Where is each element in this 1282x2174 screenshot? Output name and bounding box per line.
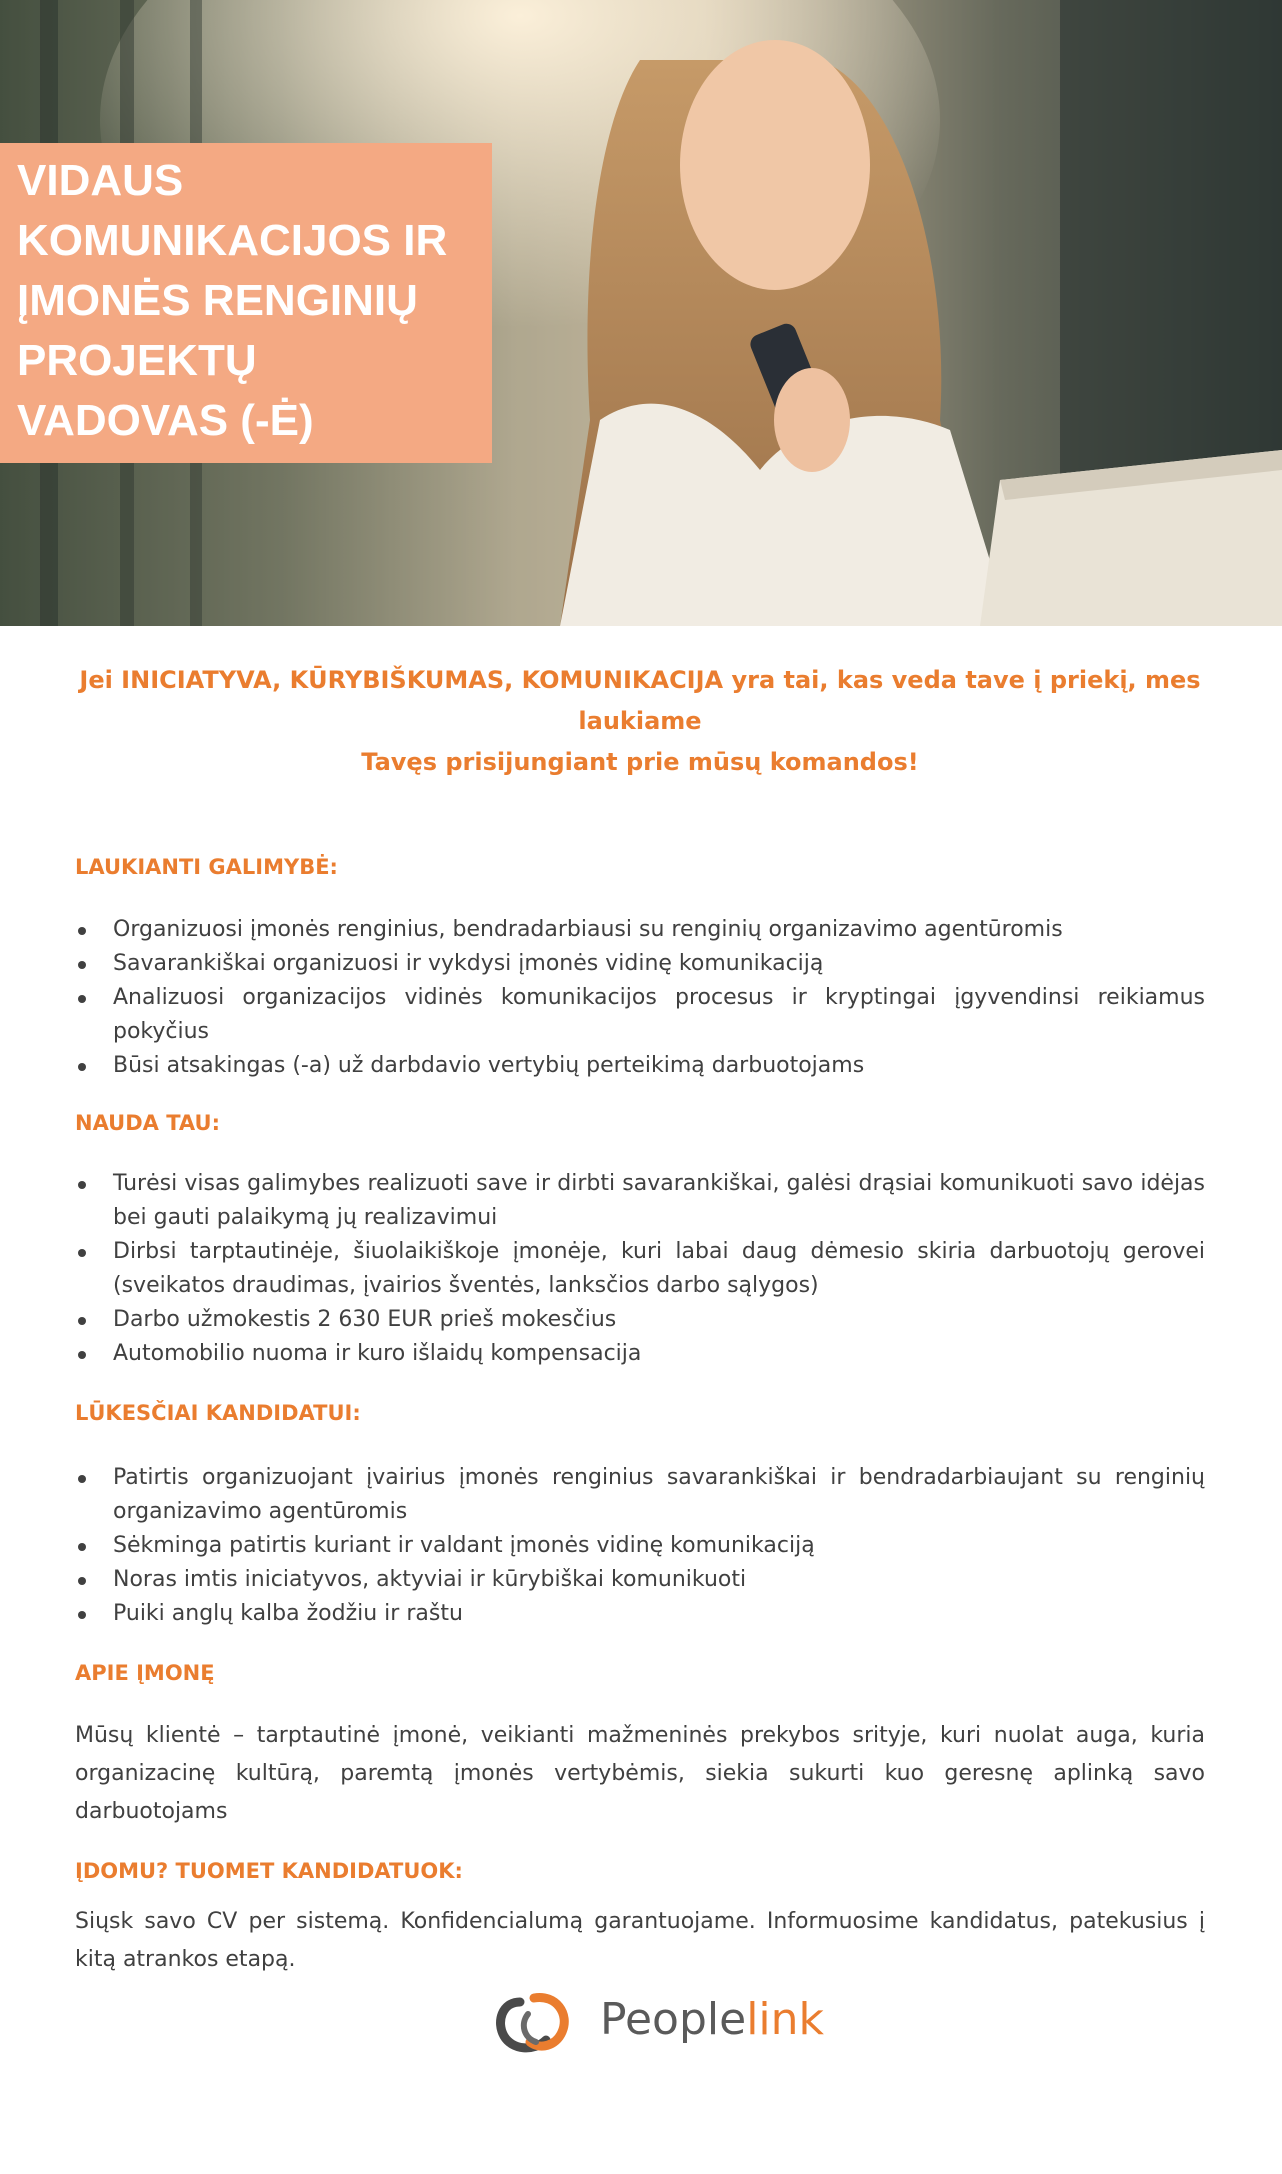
intro-text bbox=[75, 660, 1205, 783]
logo-text-people: People bbox=[600, 1994, 747, 2045]
peoplelink-logo-icon bbox=[490, 1980, 580, 2070]
intro-line: Tavęs prisijungiant prie mūsų komandos! bbox=[361, 748, 919, 776]
job-title-box bbox=[0, 143, 492, 463]
list-item: Turėsi visas galimybes realizuoti save ir dirbti savarankiškai, galėsi drąsiai komunikuoti savo idėjas bei gauti palaikymą jų realizavimui bbox=[75, 1167, 1205, 1235]
expectations-list bbox=[75, 1461, 1205, 1631]
job-title-line: VADOVAS (-Ė) bbox=[17, 396, 314, 445]
list-item: Savarankiškai organizuosi ir vykdysi įmonės vidinę komunikaciją bbox=[75, 947, 1205, 981]
job-title-line: VIDAUS bbox=[17, 156, 184, 205]
list-item: Noras imtis iniciatyvos, aktyviai ir kūrybiškai komunikuoti bbox=[75, 1563, 1205, 1597]
list-item: Sėkminga patirtis kuriant ir valdant įmonės vidinę komunikaciją bbox=[75, 1529, 1205, 1563]
company-description: Mūsų klientė – tarptautinė įmonė, veikianti mažmeninės prekybos srityje, kuri nuolat auga, kuria organizacinę kultūrą, paremtą įmonės vertybėmis, siekia sukurti kuo geresnę aplinką savo darbuotojams bbox=[75, 1723, 1205, 1824]
intro-line: Jei INICIATYVA, KŪRYBIŠKUMAS, KOMUNIKACIJA yra tai, kas veda tave į priekį, mes laukiame bbox=[79, 666, 1201, 735]
list-item: Būsi atsakingas (-a) už darbdavio vertybių perteikimą darbuotojams bbox=[75, 1049, 1205, 1083]
list-item: Automobilio nuoma ir kuro išlaidų kompensacija bbox=[75, 1337, 1205, 1371]
job-title-line: PROJEKTŲ bbox=[17, 336, 257, 385]
list-item: Analizuosi organizacijos vidinės komunikacijos procesus ir kryptingai įgyvendinsi reikiamus pokyčius bbox=[75, 981, 1205, 1049]
opportunity-list bbox=[75, 913, 1205, 1083]
job-description bbox=[75, 660, 1205, 1979]
section-heading-expectations: LŪKESČIAI KANDIDATUI: bbox=[75, 1401, 361, 1425]
section-heading-benefits: NAUDA TAU: bbox=[75, 1111, 220, 1135]
benefits-list bbox=[75, 1167, 1205, 1371]
job-title-line: ĮMONĖS RENGINIŲ bbox=[17, 276, 418, 325]
peoplelink-wordmark bbox=[600, 1992, 824, 2048]
list-item: Dirbsi tarptautinėje, šiuolaikiškoje įmonėje, kuri labai daug dėmesio skiria darbuotojų gerovei (sveikatos draudimas, įvairios šventės, lanksčios darbo sąlygos) bbox=[75, 1235, 1205, 1303]
section-heading-opportunity: LAUKIANTI GALIMYBĖ: bbox=[75, 855, 338, 879]
job-title-line: KOMUNIKACIJOS IR bbox=[17, 216, 448, 265]
hero-photo bbox=[0, 0, 1282, 626]
apply-instructions: Siųsk savo CV per sistemą. Konfidencialumą garantuojame. Informuosime kandidatus, patekusius į kitą atrankos etapą. bbox=[75, 1909, 1205, 1972]
list-item: Organizuosi įmonės renginius, bendradarbiausi su renginių organizavimo agentūromis bbox=[75, 913, 1205, 947]
logo-text-link: link bbox=[746, 1994, 825, 2045]
list-item: Puiki anglų kalba žodžiu ir raštu bbox=[75, 1597, 1205, 1631]
list-item: Darbo užmokestis 2 630 EUR prieš mokesčius bbox=[75, 1303, 1205, 1337]
list-item: Patirtis organizuojant įvairius įmonės renginius savarankiškai ir bendradarbiaujant su renginių organizavimo agentūromis bbox=[75, 1461, 1205, 1529]
peoplelink-logo bbox=[490, 1980, 825, 2070]
section-heading-company: APIE ĮMONĘ bbox=[75, 1661, 215, 1685]
section-heading-apply: ĮDOMU? TUOMET KANDIDATUOK: bbox=[75, 1859, 463, 1883]
